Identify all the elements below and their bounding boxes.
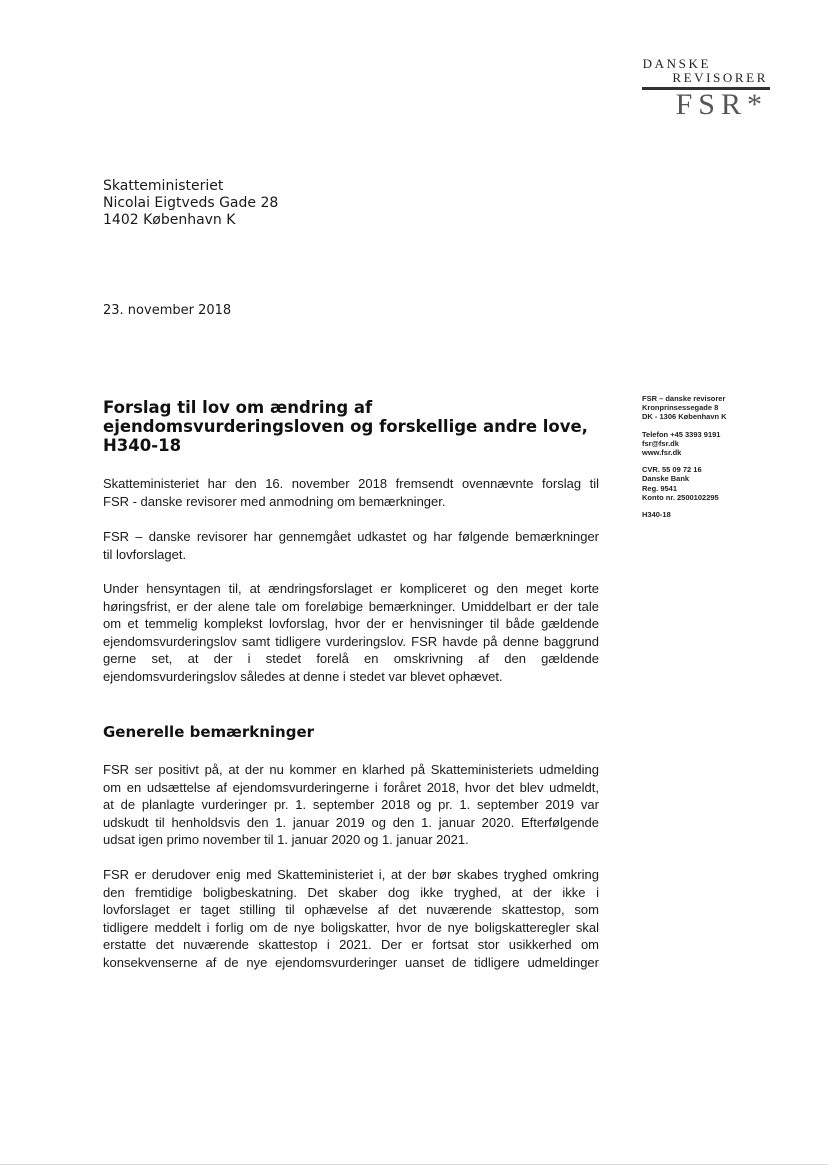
paragraph-line: FSR er derudover enig med Skatteministeriet i, at der bør skabes tryghed omkring (103, 867, 599, 882)
paragraph-line: den fremtidige boligbeskatning. Det skaber dog ikke tryghed, at der ikke i (103, 884, 599, 900)
paragraph-line: udskudt til henholdsvis den 1. januar 2019 og den 1. januar 2020. Efterfølgende (103, 814, 599, 830)
paragraph-line: lovforslaget er taget stilling til ophævelse af det nuværende skattestop, som (103, 902, 599, 917)
letter-date: 23. november 2018 (103, 303, 232, 318)
paragraph-intro (103, 475, 599, 510)
sender-web: www.fsr.dk (642, 448, 682, 458)
paragraph-line: FSR ser positivt på, at der nu kommer en klarhed på Skatteministeriets udmelding (103, 762, 599, 777)
sender-email: fsr@fsr.dk (642, 438, 679, 448)
recipient-city: 1402 København K (103, 212, 236, 228)
paragraph-line: om en udsættelse af ejendomsvurderingerne i foråret 2018, hvor det blev udmeldt, (103, 779, 599, 795)
sender-city: DK - 1306 København K (642, 412, 727, 422)
sender-bank: Danske Bank (642, 474, 690, 484)
paragraph-review (103, 528, 599, 563)
paragraph-line: erstatte det nuværende skattestop i 2021. Der er fortsat stor usikkerhed om (103, 937, 599, 952)
paragraph-line: tidligere meddelt i forlig om de nye boligskatter, hvor de nye boligskatteregler skal (103, 919, 599, 935)
company-logo (620, 54, 770, 124)
letter-title (103, 398, 603, 455)
recipient-name: Skatteministeriet (103, 178, 224, 194)
paragraph-line: Skatteministeriet har den 16. november 2018 fremsendt ovennævnte forslag til (103, 476, 599, 491)
paragraph-postponement (103, 761, 599, 849)
paragraph-line: FSR - danske revisorer med anmodning om bemærkninger. (103, 493, 446, 509)
paragraph-line: ejendomsvurderingslov således at denne i stedet var blevet ophævet. (103, 668, 503, 684)
sender-street: Kronprinsessegade 8 (642, 403, 719, 413)
paragraph-tax-stop (103, 866, 599, 971)
paragraph-line: udsat igen primo november til 1. januar 2020 og 1. januar 2021. (103, 832, 469, 847)
paragraph-line: ejendomsvurderingslov samt tidligere vurderingslov. FSR havde på denne baggrund (103, 633, 599, 649)
paragraph-line: høringsfrist, er der alene tale om foreløbige bemærkninger. Umiddelbart er der tale (103, 598, 599, 614)
sender-cvr: CVR. 55 09 72 16 (642, 465, 702, 475)
scan-edge-line (0, 1164, 828, 1165)
sender-reference-block (642, 510, 782, 519)
logo-text-danske: DANSKE (642, 56, 711, 71)
sender-bank-block (642, 465, 782, 502)
logo-text-revisorer: REVISORER (672, 70, 768, 85)
sender-reg: Reg. 9541 (642, 483, 678, 493)
paragraph-preliminary (103, 580, 599, 685)
paragraph-line: om et temmelig komplekst lovforslag, hvor der er henvisninger til både gældende (103, 616, 599, 631)
sender-phone: Telefon +45 3393 9191 (642, 429, 721, 439)
sender-org: FSR – danske revisorer (642, 394, 726, 403)
sender-address-block (642, 394, 782, 422)
recipient-street: Nicolai Eigtveds Gade 28 (103, 195, 279, 211)
title-line-1: Forslag til lov om ændring af (103, 398, 373, 417)
sender-account: Konto nr. 2500102295 (642, 492, 719, 502)
logo-fsr-mark: FSR* (675, 88, 768, 121)
paragraph-line: til lovforslaget. (103, 546, 187, 562)
paragraph-line: Under hensyntagen til, at ændringsforslaget er kompliceret og den meget korte (103, 581, 599, 596)
sender-reference: H340-18 (642, 510, 671, 520)
paragraph-line: FSR – danske revisorer har gennemgået udkastet og har følgende bemærkninger (103, 529, 599, 544)
title-line-3: H340-18 (103, 436, 182, 455)
sender-contact-block (642, 430, 782, 458)
sender-info-sidebar (642, 394, 782, 527)
recipient-address (103, 178, 278, 229)
paragraph-line: gerne set, at der i stedet forelå en omskrivning af den gældende (103, 651, 599, 666)
paragraph-line: at de planlagte vurderinger pr. 1. september 2018 og pr. 1. september 2019 var (103, 797, 599, 812)
paragraph-line: konsekvenserne af de nye ejendomsvurderinger uanset de tidligere udmeldinger (103, 954, 599, 970)
title-line-2: ejendomsvurderingsloven og forskellige andre love, (103, 417, 588, 436)
section-heading: Generelle bemærkninger (103, 723, 315, 741)
